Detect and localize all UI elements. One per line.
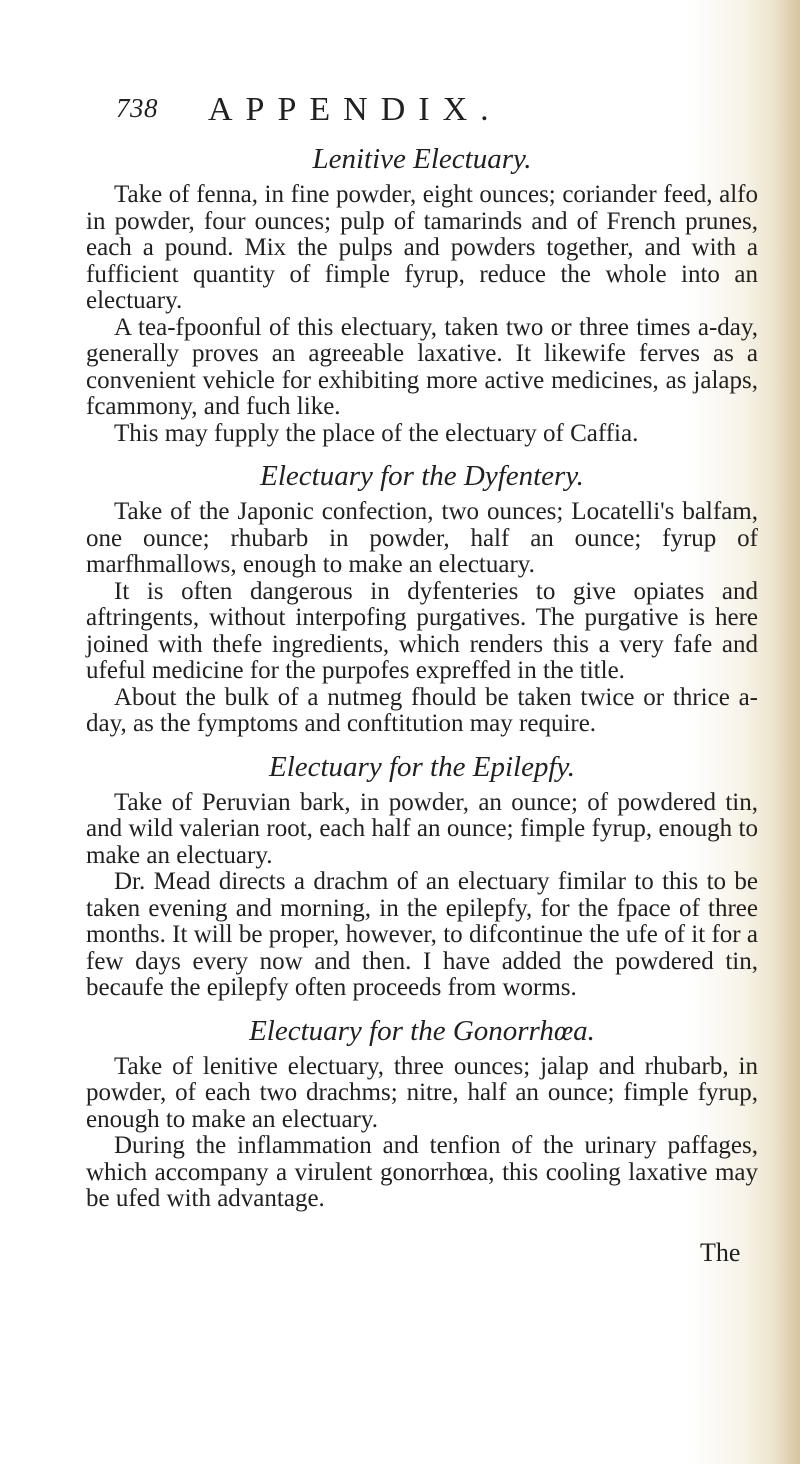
section-heading: Lenitive Electuary. xyxy=(312,143,532,175)
paragraph: During the inflammation and tenfion of the urinary paffages, which accompany a virulent gonorrhœa, this cooling laxative may be ufed with advantage. xyxy=(86,1132,758,1212)
paragraph: Dr. Mead directs a drachm of an electuary fimilar to this to be taken evening and morning, in the epilepfy, for the fpace of three months. It will be proper, however, to difcontinue the ufe of it for a few days every now and then. I have added the powdered tin, becaufe the epilepfy often proceeds from worms. xyxy=(86,868,758,1001)
paragraph: A tea-fpoonful of this electuary, taken two or three times a-day, generally proves an agreeable laxative. It likewife ferves as a convenient vehicle for exhibiting more active medicines, as jalaps, fcammony, and fuch like. xyxy=(86,313,758,420)
paragraph: About the bulk of a nutmeg fhould be taken twice or thrice a-day, as the fymptoms and conftitution may require. xyxy=(86,683,758,737)
paragraph: It is often dangerous in dyfenteries to give opiates and aftringents, without interpofing purgatives. The purgative is here joined with thefe ingredients, which renders this a very fafe and ufeful medicine for the purpofes expreffed in the title. xyxy=(86,577,758,684)
page-number: 738 xyxy=(116,93,158,123)
paragraph: Take of Peruvian bark, in powder, an ounce; of powdered tin, and wild valerian root, each half an ounce; fimple fyrup, enough to make an electuary. xyxy=(86,788,758,869)
paragraph: Take of the Japonic confection, two ounces; Locatelli's balfam, one ounce; rhubarb in powder, half an ounce; fyrup of marfhmallows, enough to make an electuary. xyxy=(86,498,758,578)
section-electuary-dysentery xyxy=(86,459,758,738)
paragraph: Take of lenitive electuary, three ounces; jalap and rhubarb, in powder, of each two drachms; nitre, half an ounce; fimple fyrup, enough to make an electuary. xyxy=(86,1052,758,1133)
paragraph: This may fupply the place of the electuary of Caffia. xyxy=(114,419,639,447)
section-heading: Electuary for the Dyfentery. xyxy=(260,460,584,492)
section-heading: Electuary for the Epilepfy. xyxy=(268,750,576,783)
section-lenitive-electuary xyxy=(86,142,758,447)
paragraph: Take of fenna, in fine powder, eight ounces; coriander feed, alfo in powder, four ounces; pulp of tamarinds and of French prunes, each a pound. Mix the pulps and powders together, and with a fufficient quantity of fimple fyrup, reduce the whole into an electuary. xyxy=(86,181,758,314)
section-electuary-gonorrhoea xyxy=(86,1014,758,1213)
catchword: The xyxy=(700,1238,741,1267)
section-electuary-epilepsy xyxy=(86,750,758,1002)
page-body xyxy=(86,140,758,1213)
running-head: APPENDIX. xyxy=(208,91,502,128)
section-heading: Electuary for the Gonorrhœa. xyxy=(249,1014,595,1047)
page-header xyxy=(116,93,676,133)
page-edge-shadow xyxy=(774,0,800,1464)
